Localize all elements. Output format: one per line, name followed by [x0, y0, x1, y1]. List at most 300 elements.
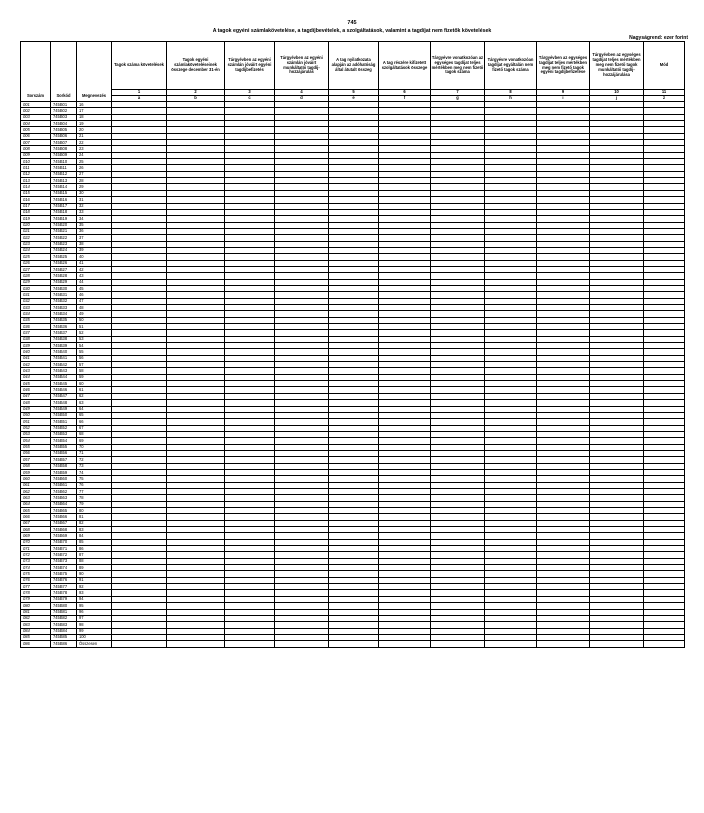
header-column-number: 4 [275, 90, 329, 96]
cell-sorszam: 068 [21, 527, 51, 533]
cell-sorkod: 745B38 [51, 336, 77, 342]
data-cell[interactable] [275, 641, 329, 647]
cell-sorkod: 745B49 [51, 406, 77, 412]
cell-sorszam: 022 [21, 235, 51, 241]
cell-megnevezes: 38 [77, 241, 112, 247]
cell-megnevezes: 59 [77, 374, 112, 380]
cell-sorszam: 045 [21, 381, 51, 387]
cell-megnevezes: 97 [77, 615, 112, 621]
cell-megnevezes: 69 [77, 438, 112, 444]
cell-megnevezes: 95 [77, 603, 112, 609]
cell-megnevezes: 73 [77, 463, 112, 469]
cell-sorkod: 745B19 [51, 216, 77, 222]
cell-sorkod: 745B06 [51, 133, 77, 139]
cell-sorkod: 745B36 [51, 324, 77, 330]
cell-sorszam: 057 [21, 457, 51, 463]
header-column-number: 6 [379, 90, 431, 96]
cell-sorkod: 745B62 [51, 488, 77, 494]
cell-megnevezes: 60 [77, 381, 112, 387]
cell-sorszam: 070 [21, 539, 51, 545]
cell-sorkod: 745B65 [51, 508, 77, 514]
cell-sorkod: 745B75 [51, 571, 77, 577]
header-column-label: Mód [644, 42, 685, 90]
cell-sorszam: 076 [21, 577, 51, 583]
cell-sorkod: 745B68 [51, 527, 77, 533]
cell-megnevezes: 33 [77, 209, 112, 215]
cell-sorkod: 745B05 [51, 127, 77, 133]
cell-sorszam: 059 [21, 469, 51, 475]
cell-megnevezes: 39 [77, 247, 112, 253]
header-column-label: Tagok egyéni számlaköveteléseinek összege december 31-én [167, 42, 225, 90]
cell-megnevezes: 92 [77, 584, 112, 590]
cell-sorszam: 014 [21, 184, 51, 190]
cell-sorkod: 745B53 [51, 431, 77, 437]
data-cell[interactable] [537, 641, 590, 647]
cell-megnevezes: 26 [77, 165, 112, 171]
cell-sorkod: 745B80 [51, 603, 77, 609]
cell-megnevezes: 62 [77, 393, 112, 399]
cell-megnevezes: 76 [77, 482, 112, 488]
header-column-number: 11 [644, 90, 685, 96]
cell-megnevezes: 48 [77, 305, 112, 311]
cell-megnevezes: 31 [77, 197, 112, 203]
cell-megnevezes: 23 [77, 146, 112, 152]
header-column-letter: c [225, 96, 275, 102]
cell-sorkod: 745B61 [51, 482, 77, 488]
cell-sorkod: 745B23 [51, 241, 77, 247]
cell-sorszam: 034 [21, 311, 51, 317]
cell-sorkod: 745B73 [51, 558, 77, 564]
cell-sorkod: 745B25 [51, 254, 77, 260]
form-code: 745 [347, 20, 357, 26]
cell-sorkod: 745B52 [51, 425, 77, 431]
cell-sorkod: 745B54 [51, 438, 77, 444]
cell-sorkod: 745B28 [51, 273, 77, 279]
cell-sorszam: 053 [21, 431, 51, 437]
cell-sorkod: 745B07 [51, 140, 77, 146]
cell-sorkod: 745B12 [51, 171, 77, 177]
cell-sorkod: 745B45 [51, 381, 77, 387]
cell-sorkod: 745B82 [51, 615, 77, 621]
cell-sorkod: 745B70 [51, 539, 77, 545]
data-cell[interactable] [167, 641, 225, 647]
cell-sorszam: 042 [21, 362, 51, 368]
cell-sorkod: 745B13 [51, 178, 77, 184]
cell-megnevezes: 34 [77, 216, 112, 222]
cell-megnevezes: 43 [77, 273, 112, 279]
cell-sorszam: 017 [21, 203, 51, 209]
cell-sorkod: 745B18 [51, 209, 77, 215]
cell-megnevezes: 64 [77, 406, 112, 412]
header-column-number: 9 [537, 90, 590, 96]
cell-sorszam: 040 [21, 349, 51, 355]
cell-sorszam: 060 [21, 476, 51, 482]
cell-sorkod: 745B76 [51, 577, 77, 583]
data-table [20, 41, 685, 648]
cell-megnevezes: 70 [77, 444, 112, 450]
cell-sorkod: 745B58 [51, 463, 77, 469]
cell-sorszam: 041 [21, 355, 51, 361]
header-column-label: Tárgyévben az egységes tagdíjat teljes mértékben meg nem fizető tagok egyéni tagdíjbefizetése [537, 42, 590, 90]
cell-sorkod: 745B50 [51, 412, 77, 418]
cell-sorkod: 745B86 [51, 641, 77, 647]
cell-sorszam: 054 [21, 438, 51, 444]
cell-sorszam: 086 [21, 641, 51, 647]
cell-megnevezes: 56 [77, 355, 112, 361]
cell-megnevezes: 87 [77, 552, 112, 558]
header-column-letter: z [644, 96, 685, 102]
cell-sorszam: 081 [21, 609, 51, 615]
cell-sorkod: 745B08 [51, 146, 77, 152]
table-row [21, 641, 685, 647]
cell-sorkod: 745B26 [51, 260, 77, 266]
cell-sorszam: 075 [21, 571, 51, 577]
cell-sorkod: 745B74 [51, 565, 77, 571]
cell-sorszam: 005 [21, 127, 51, 133]
cell-megnevezes: 21 [77, 133, 112, 139]
cell-sorkod: 745B59 [51, 469, 77, 475]
cell-sorkod: 745B35 [51, 317, 77, 323]
cell-sorkod: 745B72 [51, 552, 77, 558]
cell-sorszam: 013 [21, 178, 51, 184]
cell-sorkod: 745B21 [51, 228, 77, 234]
cell-sorszam: 065 [21, 508, 51, 514]
header-column-label: Tárgyévre vonatkozóan az egységes tagdíjat teljes mértékben meg nem fizető tagok száma [431, 42, 485, 90]
cell-sorszam: 069 [21, 533, 51, 539]
cell-megnevezes: 30 [77, 190, 112, 196]
cell-sorkod: 745B81 [51, 609, 77, 615]
table-body [21, 102, 685, 648]
header-column-letter: f [379, 96, 431, 102]
cell-sorszam: 037 [21, 330, 51, 336]
cell-sorszam: 015 [21, 190, 51, 196]
cell-megnevezes: 99 [77, 628, 112, 634]
data-cell[interactable] [379, 641, 431, 647]
cell-sorkod: 745B47 [51, 393, 77, 399]
cell-sorszam: 043 [21, 368, 51, 374]
header-sorszam: Sorszám [21, 42, 51, 102]
cell-sorszam: 029 [21, 279, 51, 285]
header-column-letter: i [537, 96, 590, 102]
cell-megnevezes: 84 [77, 533, 112, 539]
cell-sorszam: 024 [21, 247, 51, 253]
cell-sorszam: 058 [21, 463, 51, 469]
header-sorkod: Sorkód [51, 42, 77, 102]
cell-sorszam: 002 [21, 108, 51, 114]
cell-megnevezes: 72 [77, 457, 112, 463]
cell-megnevezes: 100 [77, 634, 112, 640]
cell-megnevezes: 67 [77, 425, 112, 431]
cell-sorszam: 038 [21, 336, 51, 342]
cell-sorkod: 745B67 [51, 520, 77, 526]
cell-megnevezes: 96 [77, 609, 112, 615]
cell-megnevezes: 55 [77, 349, 112, 355]
cell-megnevezes: 29 [77, 184, 112, 190]
cell-sorkod: 745B51 [51, 419, 77, 425]
cell-sorszam: 036 [21, 324, 51, 330]
cell-sorszam: 064 [21, 501, 51, 507]
cell-sorszam: 026 [21, 260, 51, 266]
cell-sorszam: 055 [21, 444, 51, 450]
cell-megnevezes: 51 [77, 324, 112, 330]
data-cell[interactable] [329, 641, 379, 647]
data-cell[interactable] [431, 641, 485, 647]
cell-sorszam: 023 [21, 241, 51, 247]
cell-sorkod: 745B56 [51, 450, 77, 456]
cell-megnevezes: 79 [77, 501, 112, 507]
cell-sorszam: 061 [21, 482, 51, 488]
cell-sorszam: 018 [21, 209, 51, 215]
cell-sorkod: 745B09 [51, 152, 77, 158]
cell-megnevezes: 41 [77, 260, 112, 266]
cell-sorkod: 745B04 [51, 121, 77, 127]
cell-megnevezes: 58 [77, 368, 112, 374]
cell-sorszam: 062 [21, 488, 51, 494]
header-column-label: Tárgyévben az egységes tagdíjat teljes mértékben meg nem fizető tagok munkáltatói tagdíj-hozzájárulása [590, 42, 644, 90]
header-column-number: 8 [485, 90, 537, 96]
cell-megnevezes: 89 [77, 565, 112, 571]
cell-sorszam: 050 [21, 412, 51, 418]
cell-megnevezes: 42 [77, 266, 112, 272]
cell-megnevezes: 53 [77, 336, 112, 342]
cell-sorkod: 745B31 [51, 292, 77, 298]
cell-megnevezes: 86 [77, 546, 112, 552]
unit-note: Nagyságrend: ezer forint [629, 35, 688, 41]
header-column-letter: j [590, 96, 644, 102]
cell-sorkod: 745B22 [51, 235, 77, 241]
cell-sorkod: 745B79 [51, 596, 77, 602]
data-cell[interactable] [225, 641, 275, 647]
cell-sorkod: 745B71 [51, 546, 77, 552]
cell-megnevezes: 24 [77, 152, 112, 158]
cell-sorkod: 745B69 [51, 533, 77, 539]
header-column-letter: g [431, 96, 485, 102]
cell-sorkod: 745B39 [51, 343, 77, 349]
cell-sorszam: 071 [21, 546, 51, 552]
cell-sorszam: 032 [21, 298, 51, 304]
cell-megnevezes: 37 [77, 235, 112, 241]
cell-megnevezes: 20 [77, 127, 112, 133]
cell-sorkod: 745B34 [51, 311, 77, 317]
cell-megnevezes: 68 [77, 431, 112, 437]
cell-megnevezes: 57 [77, 362, 112, 368]
cell-megnevezes: Összesen [77, 641, 112, 647]
cell-sorszam: 028 [21, 273, 51, 279]
header-column-label: Tagok száma követelések [112, 42, 167, 90]
cell-sorkod: 745B30 [51, 285, 77, 291]
cell-megnevezes: 98 [77, 622, 112, 628]
cell-sorkod: 745B29 [51, 279, 77, 285]
cell-megnevezes: 25 [77, 159, 112, 165]
cell-megnevezes: 54 [77, 343, 112, 349]
cell-sorkod: 745B41 [51, 355, 77, 361]
header-column-number: 1 [112, 90, 167, 96]
cell-megnevezes: 49 [77, 311, 112, 317]
cell-megnevezes: 71 [77, 450, 112, 456]
cell-megnevezes: 18 [77, 114, 112, 120]
cell-sorkod: 745B42 [51, 362, 77, 368]
cell-sorszam: 011 [21, 165, 51, 171]
cell-sorkod: 745B17 [51, 203, 77, 209]
cell-megnevezes: 88 [77, 558, 112, 564]
header-column-letter: b [167, 96, 225, 102]
header-column-label: Tárgyévben az egyéni számlán jóváírt munkáltatói tagdíj-hozzájárulás [275, 42, 329, 90]
cell-megnevezes: 91 [77, 577, 112, 583]
cell-sorkod: 745B10 [51, 159, 77, 165]
cell-sorszam: 049 [21, 406, 51, 412]
header-column-letter: e [329, 96, 379, 102]
cell-sorszam: 074 [21, 565, 51, 571]
cell-megnevezes: 94 [77, 596, 112, 602]
cell-sorkod: 745B55 [51, 444, 77, 450]
cell-megnevezes: 50 [77, 317, 112, 323]
cell-megnevezes: 45 [77, 285, 112, 291]
cell-sorszam: 079 [21, 596, 51, 602]
cell-sorszam: 046 [21, 387, 51, 393]
cell-sorkod: 745B24 [51, 247, 77, 253]
cell-sorszam: 044 [21, 374, 51, 380]
cell-megnevezes: 66 [77, 419, 112, 425]
cell-sorszam: 078 [21, 590, 51, 596]
cell-megnevezes: 32 [77, 203, 112, 209]
cell-megnevezes: 85 [77, 539, 112, 545]
header-column-letter: h [485, 96, 537, 102]
cell-sorszam: 010 [21, 159, 51, 165]
data-cell[interactable] [112, 641, 167, 647]
cell-megnevezes: 40 [77, 254, 112, 260]
cell-sorszam: 056 [21, 450, 51, 456]
cell-sorszam: 080 [21, 603, 51, 609]
cell-sorkod: 745B16 [51, 197, 77, 203]
cell-sorszam: 020 [21, 222, 51, 228]
cell-sorszam: 066 [21, 514, 51, 520]
cell-sorszam: 004 [21, 121, 51, 127]
cell-sorszam: 021 [21, 228, 51, 234]
cell-megnevezes: 46 [77, 292, 112, 298]
header-column-number: 3 [225, 90, 275, 96]
cell-sorkod: 745B78 [51, 590, 77, 596]
cell-megnevezes: 74 [77, 469, 112, 475]
cell-megnevezes: 47 [77, 298, 112, 304]
header-column-number: 7 [431, 90, 485, 96]
cell-sorkod: 745B57 [51, 457, 77, 463]
cell-sorkod: 745B14 [51, 184, 77, 190]
cell-megnevezes: 16 [77, 102, 112, 108]
cell-sorszam: 035 [21, 317, 51, 323]
header-column-letter: a [112, 96, 167, 102]
cell-sorszam: 063 [21, 495, 51, 501]
cell-sorkod: 745B66 [51, 514, 77, 520]
cell-sorkod: 745B27 [51, 266, 77, 272]
cell-sorszam: 009 [21, 152, 51, 158]
cell-megnevezes: 19 [77, 121, 112, 127]
cell-sorszam: 052 [21, 425, 51, 431]
cell-megnevezes: 80 [77, 508, 112, 514]
header-megnevezes: Megnevezés [77, 42, 112, 102]
cell-sorszam: 067 [21, 520, 51, 526]
cell-sorkod: 745B44 [51, 374, 77, 380]
cell-sorkod: 745B60 [51, 476, 77, 482]
cell-sorkod: 745B02 [51, 108, 77, 114]
cell-megnevezes: 65 [77, 412, 112, 418]
cell-megnevezes: 75 [77, 476, 112, 482]
cell-sorszam: 039 [21, 343, 51, 349]
header-column-label: Tárgyévre vonatkozóan tagdíjat egyáltalán nem fizető tagok száma [485, 42, 537, 90]
cell-sorszam: 048 [21, 400, 51, 406]
cell-megnevezes: 35 [77, 222, 112, 228]
cell-sorszam: 001 [21, 102, 51, 108]
cell-megnevezes: 78 [77, 495, 112, 501]
cell-megnevezes: 52 [77, 330, 112, 336]
cell-sorszam: 073 [21, 558, 51, 564]
cell-sorkod: 745B85 [51, 634, 77, 640]
cell-sorszam: 085 [21, 634, 51, 640]
cell-megnevezes: 90 [77, 571, 112, 577]
cell-sorszam: 072 [21, 552, 51, 558]
cell-sorkod: 745B64 [51, 501, 77, 507]
cell-sorszam: 077 [21, 584, 51, 590]
cell-sorkod: 745B84 [51, 628, 77, 634]
cell-megnevezes: 44 [77, 279, 112, 285]
header-column-label: A tag részére kifizetett szolgáltatások összege [379, 42, 431, 90]
cell-sorkod: 745B11 [51, 165, 77, 171]
cell-sorszam: 082 [21, 615, 51, 621]
cell-sorkod: 745B03 [51, 114, 77, 120]
cell-megnevezes: 22 [77, 140, 112, 146]
cell-megnevezes: 77 [77, 488, 112, 494]
header-column-number: 2 [167, 90, 225, 96]
cell-sorszam: 008 [21, 146, 51, 152]
cell-megnevezes: 28 [77, 178, 112, 184]
cell-sorkod: 745B33 [51, 305, 77, 311]
form-title: A tagok egyéni számlakövetelése, a tagdíjbevételek, a szolgáltatások, valamint a tagdíjat nem fizetők követelések [212, 28, 492, 34]
data-cell[interactable] [590, 641, 644, 647]
cell-sorkod: 745B63 [51, 495, 77, 501]
header-column-letter: d [275, 96, 329, 102]
data-cell[interactable] [485, 641, 537, 647]
cell-sorkod: 745B15 [51, 190, 77, 196]
cell-megnevezes: 36 [77, 228, 112, 234]
header-column-number: 5 [329, 90, 379, 96]
cell-sorszam: 031 [21, 292, 51, 298]
data-cell[interactable] [644, 641, 685, 647]
cell-sorszam: 012 [21, 171, 51, 177]
cell-megnevezes: 83 [77, 527, 112, 533]
cell-sorszam: 003 [21, 114, 51, 120]
cell-megnevezes: 63 [77, 400, 112, 406]
cell-sorkod: 745B32 [51, 298, 77, 304]
cell-sorkod: 745B77 [51, 584, 77, 590]
header-column-number: 10 [590, 90, 644, 96]
cell-sorkod: 745B83 [51, 622, 77, 628]
cell-sorkod: 745B40 [51, 349, 77, 355]
header-column-label: A tag nyilatkozata alapján az adóhatóság által átutalt összeg [329, 42, 379, 90]
cell-sorkod: 745B01 [51, 102, 77, 108]
header-row-labels [21, 42, 685, 90]
header-column-label: Tárgyévben az egyéni számlán jóváírt egyéni tagdíjbefizetés [225, 42, 275, 90]
cell-sorszam: 019 [21, 216, 51, 222]
cell-sorszam: 084 [21, 628, 51, 634]
cell-megnevezes: 17 [77, 108, 112, 114]
cell-megnevezes: 27 [77, 171, 112, 177]
cell-sorkod: 745B37 [51, 330, 77, 336]
cell-sorkod: 745B48 [51, 400, 77, 406]
cell-sorszam: 051 [21, 419, 51, 425]
cell-megnevezes: 61 [77, 387, 112, 393]
cell-sorkod: 745B20 [51, 222, 77, 228]
cell-sorkod: 745B46 [51, 387, 77, 393]
cell-megnevezes: 82 [77, 520, 112, 526]
